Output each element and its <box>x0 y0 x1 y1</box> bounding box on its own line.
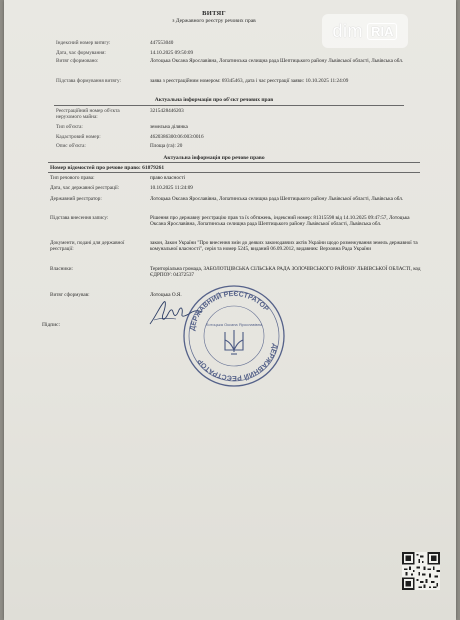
right-value: Лотоцька Оксана Ярославівна, Лопатинська селищна рада Шептицького району Львівської області, Львівська обл. <box>150 196 404 202</box>
header-label: Дата, час формування: <box>56 50 106 56</box>
right-label: Дата, час державної реєстрації: <box>50 185 120 191</box>
object-value: 4620386300:06:003:0016 <box>150 134 204 140</box>
ria-logo-text: RIA <box>367 23 397 40</box>
right-value: 10.10.2025 11:24:09 <box>150 185 193 191</box>
document-title: ВИТЯГ <box>202 10 226 17</box>
document-sheet <box>4 0 456 620</box>
stamp-inner-text: Лотоцька Оксана Ярославівна <box>205 322 263 327</box>
object-label: Тип об'єкта: <box>56 124 83 130</box>
header-value: 447553040 <box>150 40 174 46</box>
trident-icon <box>225 330 243 354</box>
formed-by-label: Витяг сформував: <box>50 292 90 298</box>
round-stamp <box>180 282 288 390</box>
divider <box>48 172 420 173</box>
right-label: Тип речового права: <box>50 175 95 181</box>
right-value: Територіальна громада, ЗАБОЛОТЦІВСЬКА СІЛЬСЬКА РАДА ЗОЛОЧІВСЬКОГО РАЙОНУ ЛЬВІВСЬКОЇ ОБЛАСТІ, код ЄДРПОУ: 04372537 <box>150 266 421 279</box>
section-right-title: Актуальна інформація про речове право <box>163 155 265 161</box>
right-label: Державний реєстратор: <box>50 196 102 202</box>
right-value: закон, Закон України "Про внесення змін до деяких законодавчих актів України щодо розмежування земель державної та комунальної власності", серія та номер 5245, виданий 06.09.2012, видавник: Верховна Рада України <box>150 240 418 253</box>
right-value: право власності <box>150 175 186 181</box>
divider <box>54 105 404 106</box>
object-value: 3215428446203 <box>150 108 184 114</box>
divider <box>48 162 420 163</box>
stamp-ring-text-top: ДЕРЖАВНИЙ РЕЄСТРАТОР <box>189 290 270 332</box>
right-record-number: Номер відомостей про речове право: 61879261 <box>50 165 165 171</box>
qr-code <box>402 552 440 590</box>
right-label: Підстава внесення запису: <box>50 215 109 221</box>
signature-label: Підпис: <box>42 322 61 328</box>
formed-by-value: Лотоцька О.Я. <box>150 292 182 298</box>
header-value: 14.10.2025 09:50:09 <box>150 50 194 56</box>
stamp-ring-text-bottom: ДЕРЖАВНИЙ РЕЄСТРАТОР <box>196 342 279 382</box>
object-value: Площа (га): 20 <box>150 143 183 149</box>
header-label: Витяг сформовано: <box>56 58 99 64</box>
right-label: Документи, подані для державної реєстрації: <box>50 240 125 253</box>
header-value: заява з реєстраційним номером: 69345463, дата і час реєстрації заяви: 10.10.2025 11:24:09 <box>150 78 349 84</box>
header-value: Лотоцька Оксана Ярославівна, Лопатинська селищна рада Шептицького району Львівської області, Львівська обл. <box>150 58 404 64</box>
document-subtitle: з Державного реєстру речових прав <box>172 18 256 24</box>
object-label: Реєстраційний номер об'єкта нерухомого майна: <box>56 108 120 121</box>
object-label: Опис об'єкта: <box>56 143 86 149</box>
right-value: Рішення про державну реєстрацію прав та їх обтяжень, індексний номер: 81315598 від 14.10.2025 09:47:57, Лотоцька Оксана Ярославівна, Лопатинська селищна рада Шептицького району Львівської області, Львівська обл. <box>150 215 410 228</box>
object-value: земельна ділянка <box>150 124 188 130</box>
header-label: Індексний номер витягу: <box>56 40 111 46</box>
right-label: Власники: <box>50 266 73 272</box>
object-label: Кадастровий номер: <box>56 134 101 140</box>
header-label: Підстава формування витягу: <box>56 78 121 84</box>
section-object-title: Актуальна інформація про об'єкт речових прав <box>154 97 274 103</box>
dim-logo-text: dim <box>332 20 364 41</box>
